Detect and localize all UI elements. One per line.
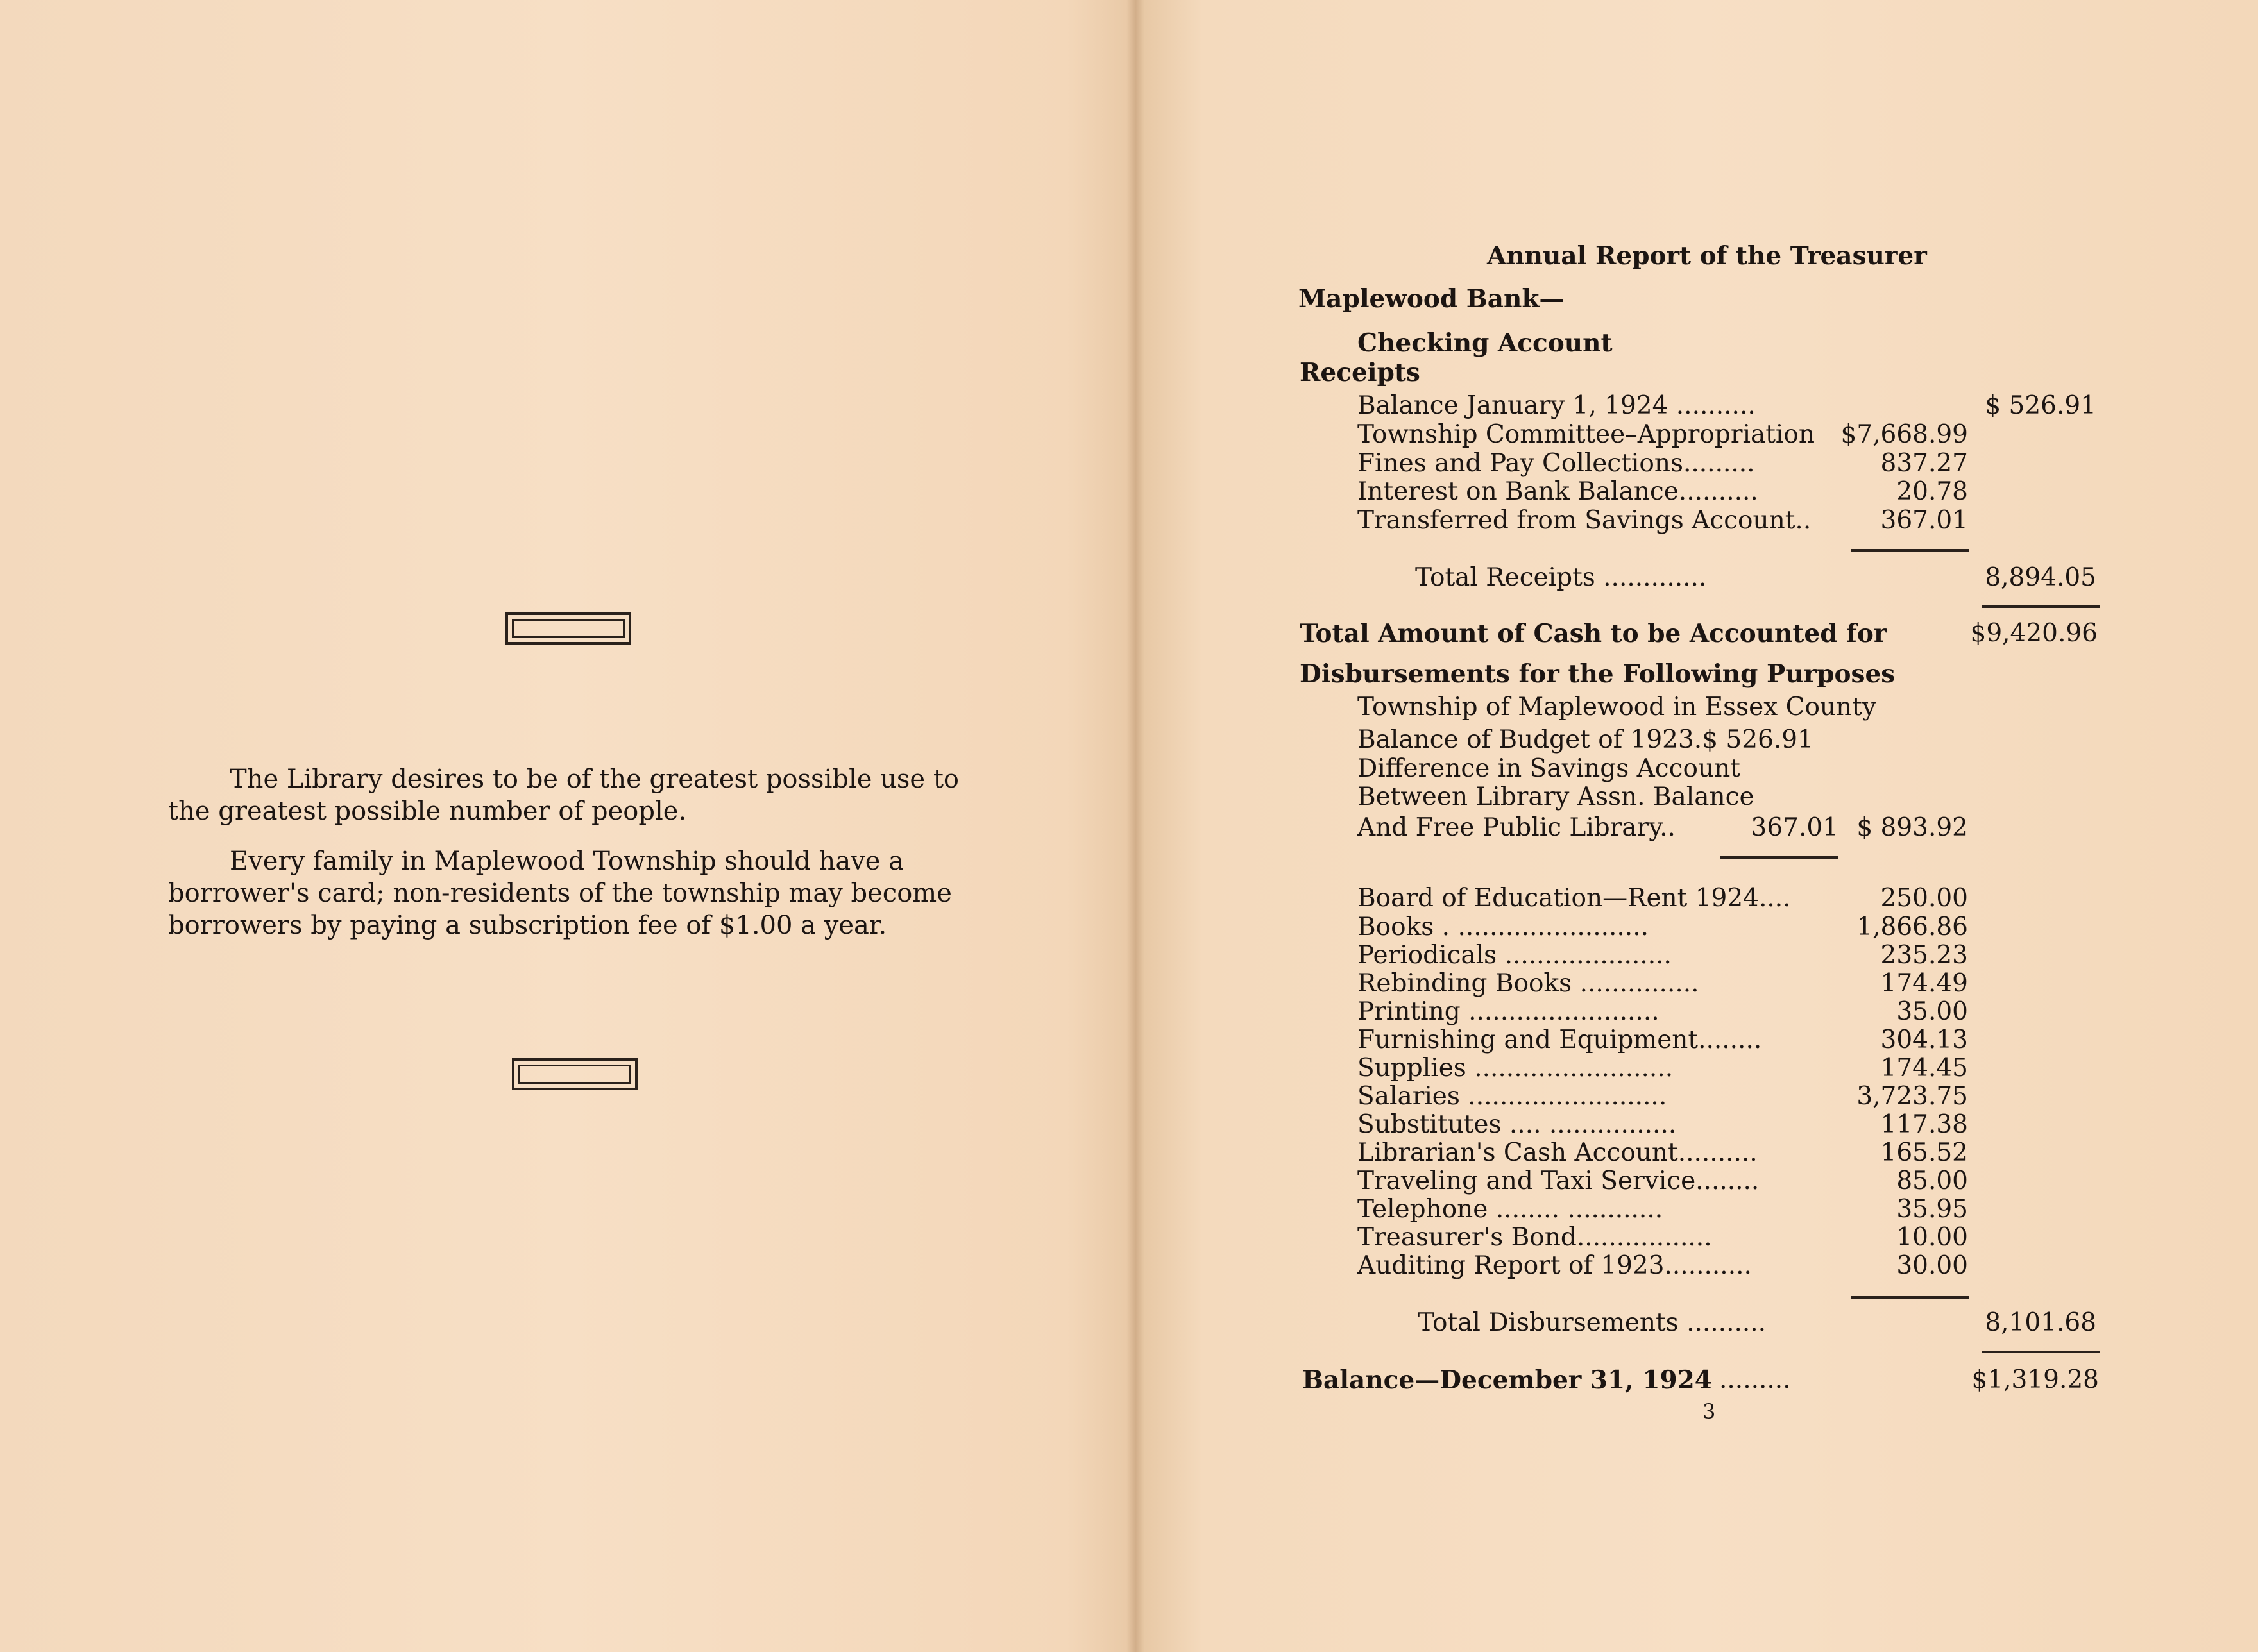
disbursement-label: Librarian's Cash Account.......... bbox=[1357, 1138, 1758, 1167]
receipts-rule bbox=[1851, 549, 1969, 552]
page-number: 3 bbox=[1702, 1399, 1716, 1424]
disbursement-amount: 85.00 bbox=[1896, 1167, 1968, 1195]
disbursement-label: Salaries ......................... bbox=[1357, 1082, 1667, 1111]
receipt-label: Balance January 1, 1924 .......... bbox=[1357, 391, 1756, 420]
total-receipts-value: 8,894.05 bbox=[1985, 563, 2096, 592]
bank-name: Maplewood Bank— bbox=[1298, 284, 1565, 314]
receipt-label: Transferred from Savings Account.. bbox=[1357, 506, 1812, 535]
receipt-amount: 367.01 bbox=[1880, 506, 1968, 535]
disbursement-label: Books . ........................ bbox=[1357, 913, 1649, 941]
township-line: Difference in Savings Account bbox=[1357, 754, 1740, 783]
total-receipts-rule bbox=[1982, 605, 2100, 608]
disbursement-label: Treasurer's Bond................. bbox=[1357, 1223, 1712, 1252]
disbursement-amount: 1,866.86 bbox=[1856, 913, 1968, 941]
disbursement-label: Printing ........................ bbox=[1357, 997, 1660, 1026]
township-line: Between Library Assn. Balance bbox=[1357, 782, 1754, 811]
notice-paragraph-1: The Library desires to be of the greatest possible use to the greatest possible number of people. bbox=[168, 764, 959, 826]
disbursement-label: Supplies ......................... bbox=[1357, 1054, 1674, 1083]
disbursement-label: Telephone ........ ............ bbox=[1357, 1195, 1663, 1224]
disbursement-amount: 174.49 bbox=[1880, 969, 1968, 998]
disbursement-amount: 250.00 bbox=[1880, 884, 1968, 913]
township-line: Balance of Budget of 1923.$ 526.91 bbox=[1357, 725, 1813, 754]
disbursement-label: Periodicals ..................... bbox=[1357, 941, 1672, 970]
receipt-amount: 837.27 bbox=[1880, 449, 1968, 478]
disbursement-label: Furnishing and Equipment........ bbox=[1357, 1025, 1762, 1054]
total-disbursements-rule bbox=[1982, 1351, 2100, 1353]
disbursement-label: Auditing Report of 1923........... bbox=[1357, 1251, 1752, 1280]
disbursement-amount: 174.45 bbox=[1880, 1054, 1968, 1083]
total-receipts-label: Total Receipts ............. bbox=[1415, 563, 1707, 592]
disbursement-label: Board of Education—Rent 1924.... bbox=[1357, 884, 1791, 913]
disbursement-amount: 117.38 bbox=[1880, 1110, 1968, 1139]
total-cash-value: $9,420.96 bbox=[1970, 619, 2098, 648]
township-rule bbox=[1720, 856, 1838, 859]
disbursement-label: Substitutes .... ................ bbox=[1357, 1110, 1677, 1139]
disbursement-amount: 10.00 bbox=[1896, 1223, 1968, 1252]
receipt-label: Interest on Bank Balance.......... bbox=[1357, 477, 1758, 506]
disbursement-label: Traveling and Taxi Service........ bbox=[1357, 1167, 1760, 1195]
disbursements-heading: Disbursements for the Following Purposes bbox=[1300, 659, 1896, 689]
disbursement-amount: 235.23 bbox=[1880, 941, 1968, 970]
balance-dots: ......... bbox=[1719, 1365, 1791, 1394]
receipts-heading: Receipts bbox=[1300, 358, 1420, 387]
disbursement-amount: 30.00 bbox=[1896, 1251, 1968, 1280]
report-title: Annual Report of the Treasurer bbox=[1487, 241, 1927, 271]
township-line: Township of Maplewood in Essex County bbox=[1357, 693, 1876, 721]
total-cash-label: Total Amount of Cash to be Accounted for bbox=[1300, 619, 1887, 648]
disbursement-amount: 35.95 bbox=[1896, 1195, 1968, 1224]
notice-paragraph-2: Every family in Maplewood Township should have a borrower's card; non-residents of the township may become borrowers by paying a subscription fee of $1.00 a year. bbox=[168, 847, 952, 940]
free-library-label: And Free Public Library.. bbox=[1357, 813, 1676, 842]
total-disbursements-value: 8,101.68 bbox=[1985, 1308, 2096, 1337]
receipt-label: Township Committee–Appropriation bbox=[1357, 420, 1815, 449]
balance-label: Balance—December 31, 1924 bbox=[1302, 1365, 1712, 1395]
disbursements-rule bbox=[1851, 1296, 1969, 1299]
account-heading: Checking Account bbox=[1357, 328, 1613, 358]
disbursement-label: Rebinding Books ............... bbox=[1357, 969, 1699, 998]
total-disbursements-label: Total Disbursements .......... bbox=[1418, 1308, 1767, 1337]
receipt-amount: $7,668.99 bbox=[1840, 420, 1968, 449]
receipt-label: Fines and Pay Collections......... bbox=[1357, 449, 1755, 478]
receipt-total: $ 526.91 bbox=[1985, 391, 2096, 420]
disbursement-amount: 3,723.75 bbox=[1856, 1082, 1968, 1111]
disbursement-amount: 165.52 bbox=[1880, 1138, 1968, 1167]
balance-value: $1,319.28 bbox=[1971, 1365, 2099, 1394]
disbursement-amount: 35.00 bbox=[1896, 997, 1968, 1026]
receipt-amount: 20.78 bbox=[1896, 477, 1968, 506]
free-library-amount: 367.01 bbox=[1751, 813, 1838, 842]
disbursement-amount: 304.13 bbox=[1880, 1025, 1968, 1054]
free-library-total: $ 893.92 bbox=[1856, 813, 1968, 842]
